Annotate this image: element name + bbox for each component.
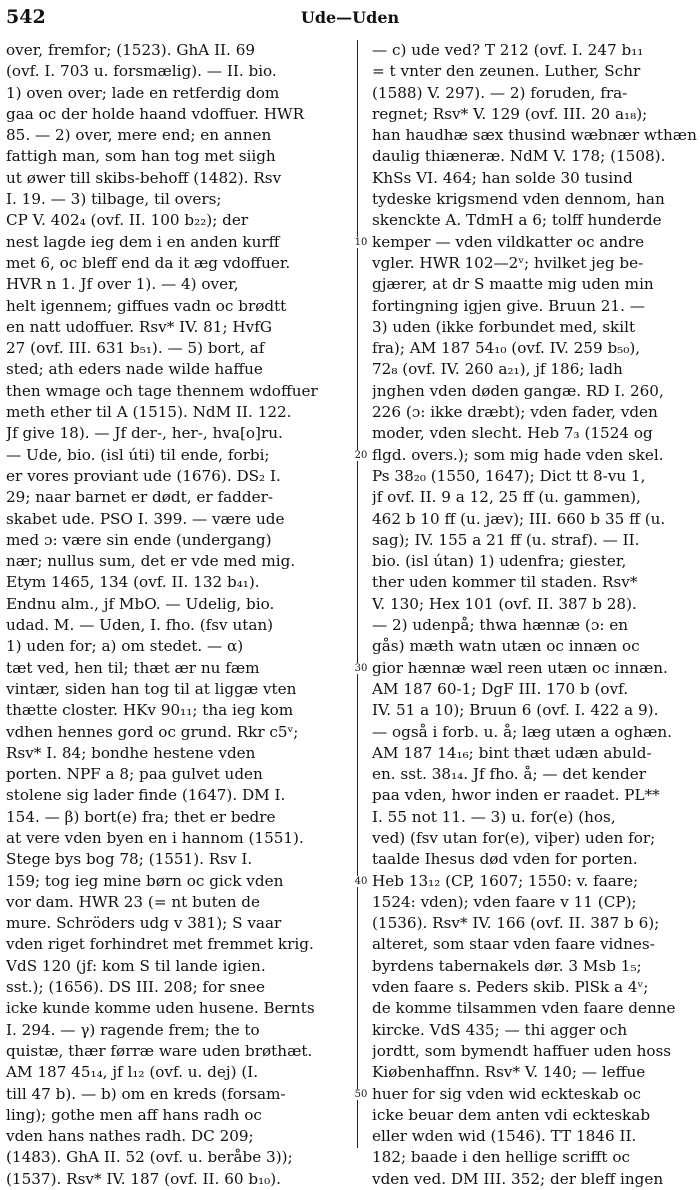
text-line: vden ved. DM III. 352; der bleff ingen [372, 1169, 664, 1188]
text-line: udad. M. — Uden, I. fho. (fsv utan) [6, 616, 274, 635]
text-line: met 6, oc bleff end da it æg vdoffuer. [6, 253, 291, 272]
text-line: daulig thiæneræ. NdM V. 178; (1508). [372, 147, 666, 166]
text-line: vgler. HWR 102—2ᵛ; hvilket jeg be- [372, 253, 644, 272]
text-line: vor dam. HWR 23 (= nt buten de [6, 892, 261, 911]
text-line: I. 55 not 11. — 3) u. for(e) (hos, [372, 807, 616, 826]
text-line: 226 (ɔ: ikke dræbt); vden fader, vden [372, 403, 658, 422]
text-line: alteret, som staar vden faare vidnes- [372, 935, 655, 954]
column-rule [357, 40, 358, 1148]
text-line: gior hænnæ wæl reen utæn oc innæn. [372, 658, 668, 677]
text-line: 154. — β) bort(e) fra; thet er bedre [6, 807, 276, 826]
text-line: bio. (isl útan) 1) udenfra; giester, [372, 552, 627, 571]
text-line: regnet; Rsv* V. 129 (ovf. III. 20 a₁₈); [372, 104, 648, 123]
text-line: vden faare s. Peders skib. PlSk a 4ᵛ; [372, 978, 649, 997]
text-line: med ɔ: være sin ende (undergang) [6, 530, 272, 549]
text-line: fattigh man, som han tog met siigh [6, 147, 276, 166]
text-line: — også i forb. u. å; læg utæn a oghæn. [372, 722, 672, 741]
text-line: quistæ, thær førræ ware uden brøthæt. [6, 1041, 313, 1060]
text-line: (1483). GhA II. 52 (ovf. u. beråbe 3)); [6, 1148, 293, 1167]
text-line: porten. NPF a 8; paa gulvet uden [6, 765, 263, 784]
text-line: taalde Ihesus død vden for porten. [372, 850, 638, 869]
text-line: 72₈ (ovf. IV. 260 a₂₁), jf 186; ladh [372, 360, 623, 379]
text-line: skenckte A. TdmH a 6; tolff hunderde [372, 211, 662, 230]
text-line: jnghen vden døden gangæ. RD I. 260, [372, 381, 664, 400]
text-line: icke beuar dem anten vdi eckteskab [372, 1105, 651, 1124]
text-line: — c) ude ved? T 212 (ovf. I. 247 b₁₁ [372, 41, 644, 59]
text-line: moder, vden slecht. Heb 7₃ (1524 og [372, 424, 653, 443]
text-line: 1) uden for; a) om stedet. — α) [6, 637, 244, 656]
text-line: tæt ved, hen til; thæt ær nu fæm [6, 658, 260, 677]
text-line: I. 19. — 3) tilbage, til overs; [6, 190, 222, 209]
text-line: en natt udoffuer. Rsv* IV. 81; HvfG [6, 317, 272, 336]
text-line: — 2) udenpå; thwa hænnæ (ɔ: en [372, 616, 629, 635]
text-line: huer for sig vden wid eckteskab oc [372, 1084, 642, 1103]
text-line: till 47 b). — b) om en kreds (forsam- [6, 1084, 286, 1103]
text-line: thætte closter. HKv 90₁₁; tha ieg kom [6, 701, 294, 720]
text-line: jf ovf. II. 9 a 12, 25 ff (u. gammen), [372, 488, 641, 507]
text-line: Heb 13₁₂ (CP, 1607; 1550: v. faare; [372, 871, 639, 890]
right-column [372, 40, 698, 1190]
text-line: ved) (fsv utan for(e), viþer) uden for; [372, 828, 656, 847]
text-line: CP V. 402₄ (ovf. II. 100 b₂₂); der [6, 211, 249, 230]
text-line: V. 130; Hex 101 (ovf. II. 387 b 28). [372, 594, 637, 613]
text-line: IV. 51 a 10); Bruun 6 (ovf. I. 422 a 9). [372, 701, 659, 720]
text-line: (ovf. I. 703 u. forsmælig). — II. bio. [6, 62, 277, 81]
page-number: 542 [6, 6, 46, 28]
text-line: (1536). Rsv* IV. 166 (ovf. II. 387 b 6); [372, 914, 660, 933]
text-line: Kiøbenhaffnn. Rsv* V. 140; — leffue [372, 1063, 646, 1082]
text-line: 159; tog ieg mine børn oc gick vden [6, 871, 284, 890]
text-line: Rsv* I. 84; bondhe hestene vden [6, 743, 256, 762]
text-line: gås) mæth watn utæn oc innæn oc [372, 637, 640, 656]
text-line: ther uden kommer til staden. Rsv* [372, 573, 638, 592]
text-line: nær; nullus sum, det er vde med mig. [6, 552, 296, 571]
text-line: I. 294. — γ) ragende frem; the to [6, 1020, 260, 1039]
line-number-marker: 50 [350, 1089, 372, 1100]
text-line: KhSs VI. 464; han solde 30 tusind [372, 168, 633, 187]
text-line: then wmage och tage thennem wdoffuer [6, 381, 318, 400]
text-line: paa vden, hwor inden er raadet. PL** [372, 786, 660, 805]
text-line: sst.); (1656). DS III. 208; for snee [6, 978, 265, 997]
line-number-marker: 40 [350, 876, 372, 887]
left-column [6, 40, 347, 1190]
text-line: 1) oven over; lade en retferdig dom [6, 83, 280, 102]
text-line: stolene sig lader finde (1647). DM I. [6, 786, 286, 805]
text-line: AM 187 14₁₆; bint thæt udæn abuld- [372, 743, 652, 762]
text-line: vintær, siden han tog til at liggæ vten [6, 679, 297, 698]
text-line: (1588) V. 297). — 2) foruden, fra- [372, 83, 628, 102]
text-line: gjærer, at dr S maatte mig uden min [372, 275, 654, 294]
text-line: en. sst. 38₁₄. Jf fho. å; — det kender [372, 765, 646, 784]
text-line: Etym 1465, 134 (ovf. II. 132 b₄₁). [6, 573, 260, 592]
text-line: fra); AM 187 54₁₀ (ovf. IV. 259 b₅₀), [372, 339, 641, 358]
text-line: 462 b 10 ff (u. jæv); III. 660 b 35 ff (u. [372, 509, 666, 528]
text-line: han haudhæ sæx thusind wæbnær wthæn [372, 126, 697, 145]
text-line: flgd. overs.); som mig hade vden skel. [372, 445, 664, 464]
text-line: skabet ude. PSO I. 399. — være ude [6, 509, 285, 528]
text-line: ut øwer till skibs-behoff (1482). Rsv [6, 168, 282, 187]
text-line: HVR n 1. Jf over 1). — 4) over, [6, 275, 239, 294]
text-line: ling); gothe men aff hans radh oc [6, 1105, 262, 1124]
text-line: jordtt, som bymendt haffuer uden hoss [372, 1041, 672, 1060]
text-line: over, fremfor; (1523). GhA II. 69 [6, 41, 256, 59]
text-line: gaa oc der holde haand vdoffuer. HWR [6, 104, 305, 123]
text-line: vden hans nathes radh. DC 209; [6, 1127, 254, 1146]
text-line: = t vnter den zeunen. Luther, Schr [372, 62, 641, 81]
line-number-marker: 20 [350, 450, 372, 461]
text-line: helt igennem; giffues vadn oc brødtt [6, 296, 287, 315]
text-line: 182; baade i den hellige scrifft oc [372, 1148, 630, 1167]
text-line: sted; ath eders nade wilde haffue [6, 360, 263, 379]
text-line: tydeske krigsmend vden dennom, han [372, 190, 665, 209]
text-line: at vere vden byen en i hannom (1551). [6, 828, 304, 847]
text-line: vdhen hennes gord oc grund. Rkr c5ᵛ; [6, 722, 299, 741]
text-line: 29; naar barnet er dødt, er fadder- [6, 488, 273, 507]
text-line: er vores proviant ude (1676). DS₂ I. [6, 466, 281, 485]
text-line: Stege bys bog 78; (1551). Rsv I. [6, 850, 253, 869]
text-line: meth ether til A (1515). NdM II. 122. [6, 403, 292, 422]
text-line: 85. — 2) over, mere end; en annen [6, 126, 272, 145]
text-line: kircke. VdS 435; — thi agger och [372, 1020, 628, 1039]
page-header [0, 0, 700, 40]
text-line: Jf give 18). — Jf der-, her-, hva[o]ru. [6, 424, 283, 443]
line-number-marker: 30 [350, 663, 372, 674]
text-line: kemper — vden vildkatter oc andre [372, 232, 645, 251]
line-number-marker: 10 [350, 237, 372, 248]
text-line: AM 187 60-1; DgF III. 170 b (ovf. [372, 679, 629, 698]
text-line: — Ude, bio. (isl úti) til ende, forbi; [6, 445, 270, 464]
text-line: icke kunde komme uden husene. Bernts [6, 999, 315, 1018]
text-line: AM 187 45₁₄, jf l₁₂ (ovf. u. dej) (I. [6, 1063, 259, 1082]
text-line: Ps 38₂₀ (1550, 1647); Dict tt 8-vu 1, [372, 466, 646, 485]
text-line: Endnu alm., jf MbO. — Udelig, bio. [6, 594, 275, 613]
text-line: fortingning igjen give. Bruun 21. — [372, 296, 645, 315]
text-line: eller wden wid (1546). TT 1846 II. [372, 1127, 637, 1146]
text-line: (1537). Rsv* IV. 187 (ovf. II. 60 b₁₀). [6, 1169, 282, 1188]
text-line: 27 (ovf. III. 631 b₅₁). — 5) bort, af [6, 339, 265, 358]
text-line: nest lagde ieg dem i en anden kurff [6, 232, 280, 251]
text-line: mure. Schröders udg v 381); S vaar [6, 914, 282, 933]
text-line: 1524: vden); vden faare v 11 (CP); [372, 892, 637, 911]
text-line: VdS 120 (jf: kom S til lande igien. [6, 956, 266, 975]
text-line: vden riget forhindret met fremmet krig. [6, 935, 314, 954]
running-head: Ude—Uden [300, 8, 400, 27]
text-line: sag); IV. 155 a 21 ff (u. straf). — II. [372, 530, 640, 549]
text-line: de komme tilsammen vden faare denne [372, 999, 676, 1018]
text-line: 3) uden (ikke forbundet med, skilt [372, 317, 636, 336]
text-line: byrdens tabernakels dør. 3 Msb 1₅; [372, 956, 642, 975]
